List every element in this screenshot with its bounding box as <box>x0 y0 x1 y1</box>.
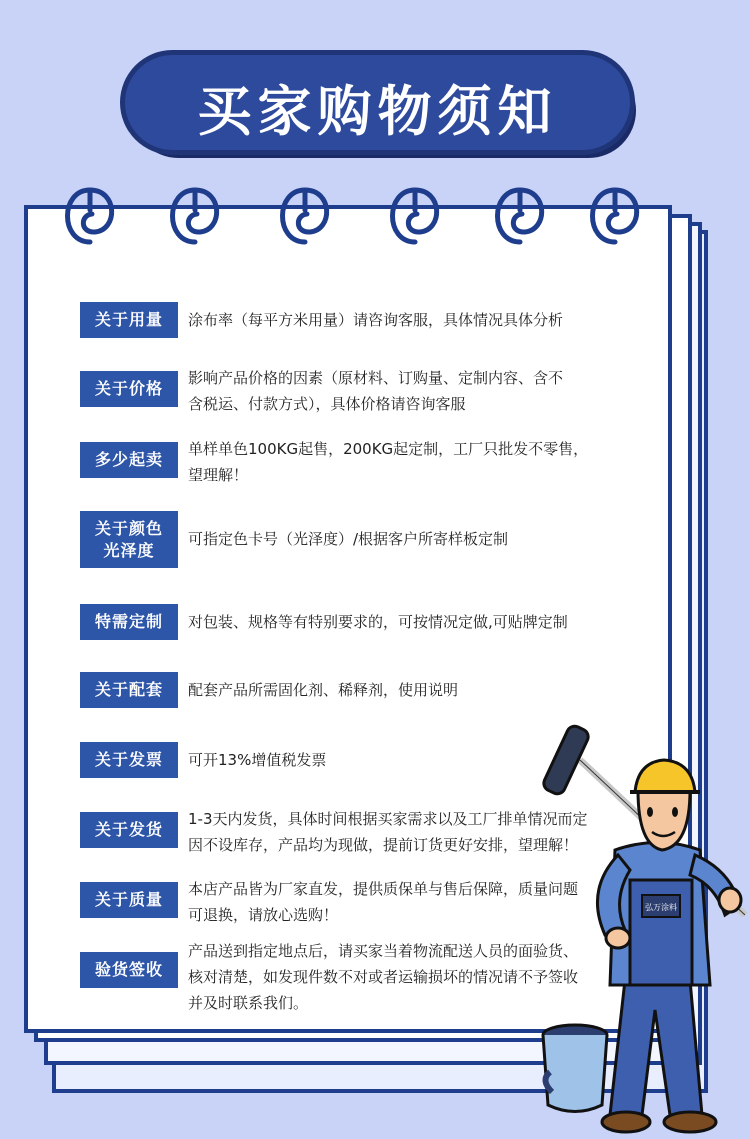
ring-icon <box>173 190 217 242</box>
ring-icon <box>283 190 327 242</box>
tag-label: 关于质量 <box>80 882 178 918</box>
title-banner <box>125 55 630 150</box>
row-description: 可开13%增值税发票 <box>188 751 327 769</box>
tag-label: 关于发货 <box>80 812 178 848</box>
ring-icon <box>593 190 637 242</box>
brand-badge: 弘万涂料 <box>645 903 677 912</box>
row-description: 可指定色卡号（光泽度）/根据客户所寄样板定制 <box>188 530 509 548</box>
tag-label: 关于发票 <box>80 742 178 778</box>
ring-icon <box>498 190 542 242</box>
painter-head <box>630 760 700 850</box>
tag-label: 特需定制 <box>80 604 178 640</box>
row-description: 对包装、规格等有特别要求的，可按情况定做,可贴牌定制 <box>188 613 568 631</box>
ring-icon <box>393 190 437 242</box>
tag-label: 关于配套 <box>80 672 178 708</box>
row-description: 配套产品所需固化剂、稀释剂，使用说明 <box>188 681 459 699</box>
tag-label: 验货签收 <box>80 952 178 988</box>
page-title: 买家购物须知 <box>197 80 558 143</box>
ring-icon <box>68 190 112 242</box>
row-description: 1-3天内发货，具体时间根据买家需求以及工厂排单情况而定 因不设库存，产品均为现做，提前订货更好安排，望理解！ <box>188 810 588 854</box>
painter-illustration <box>530 720 750 1139</box>
tag-label: 关于颜色 光泽度 <box>80 511 178 568</box>
row-description: 单样单色100KG起售，200KG起定制，工厂只批发不零售， 望理解！ <box>188 440 589 484</box>
row-description: 产品送到指定地点后，请买家当着物流配送人员的面验货、 核对清楚，如发现件数不对或者运输损坏的情况请不予签收 并及时联系我们。 <box>188 942 579 1012</box>
tag-label: 多少起卖 <box>80 442 178 478</box>
tag-label: 关于价格 <box>80 371 178 407</box>
row-description: 本店产品皆为厂家直发，提供质保单与售后保障，质量问题 可退换，请放心选购！ <box>188 880 579 924</box>
row-description: 涂布率（每平方米用量）请咨询客服，具体情况具体分析 <box>188 311 564 329</box>
hard-hat-icon <box>635 760 695 792</box>
paint-bucket-icon <box>543 1025 607 1112</box>
row-description: 影响产品价格的因素（原材料、订购量、定制内容、含不 含税运、付款方式），具体价格请咨询客服 <box>188 369 564 413</box>
tag-label: 关于用量 <box>80 302 178 338</box>
